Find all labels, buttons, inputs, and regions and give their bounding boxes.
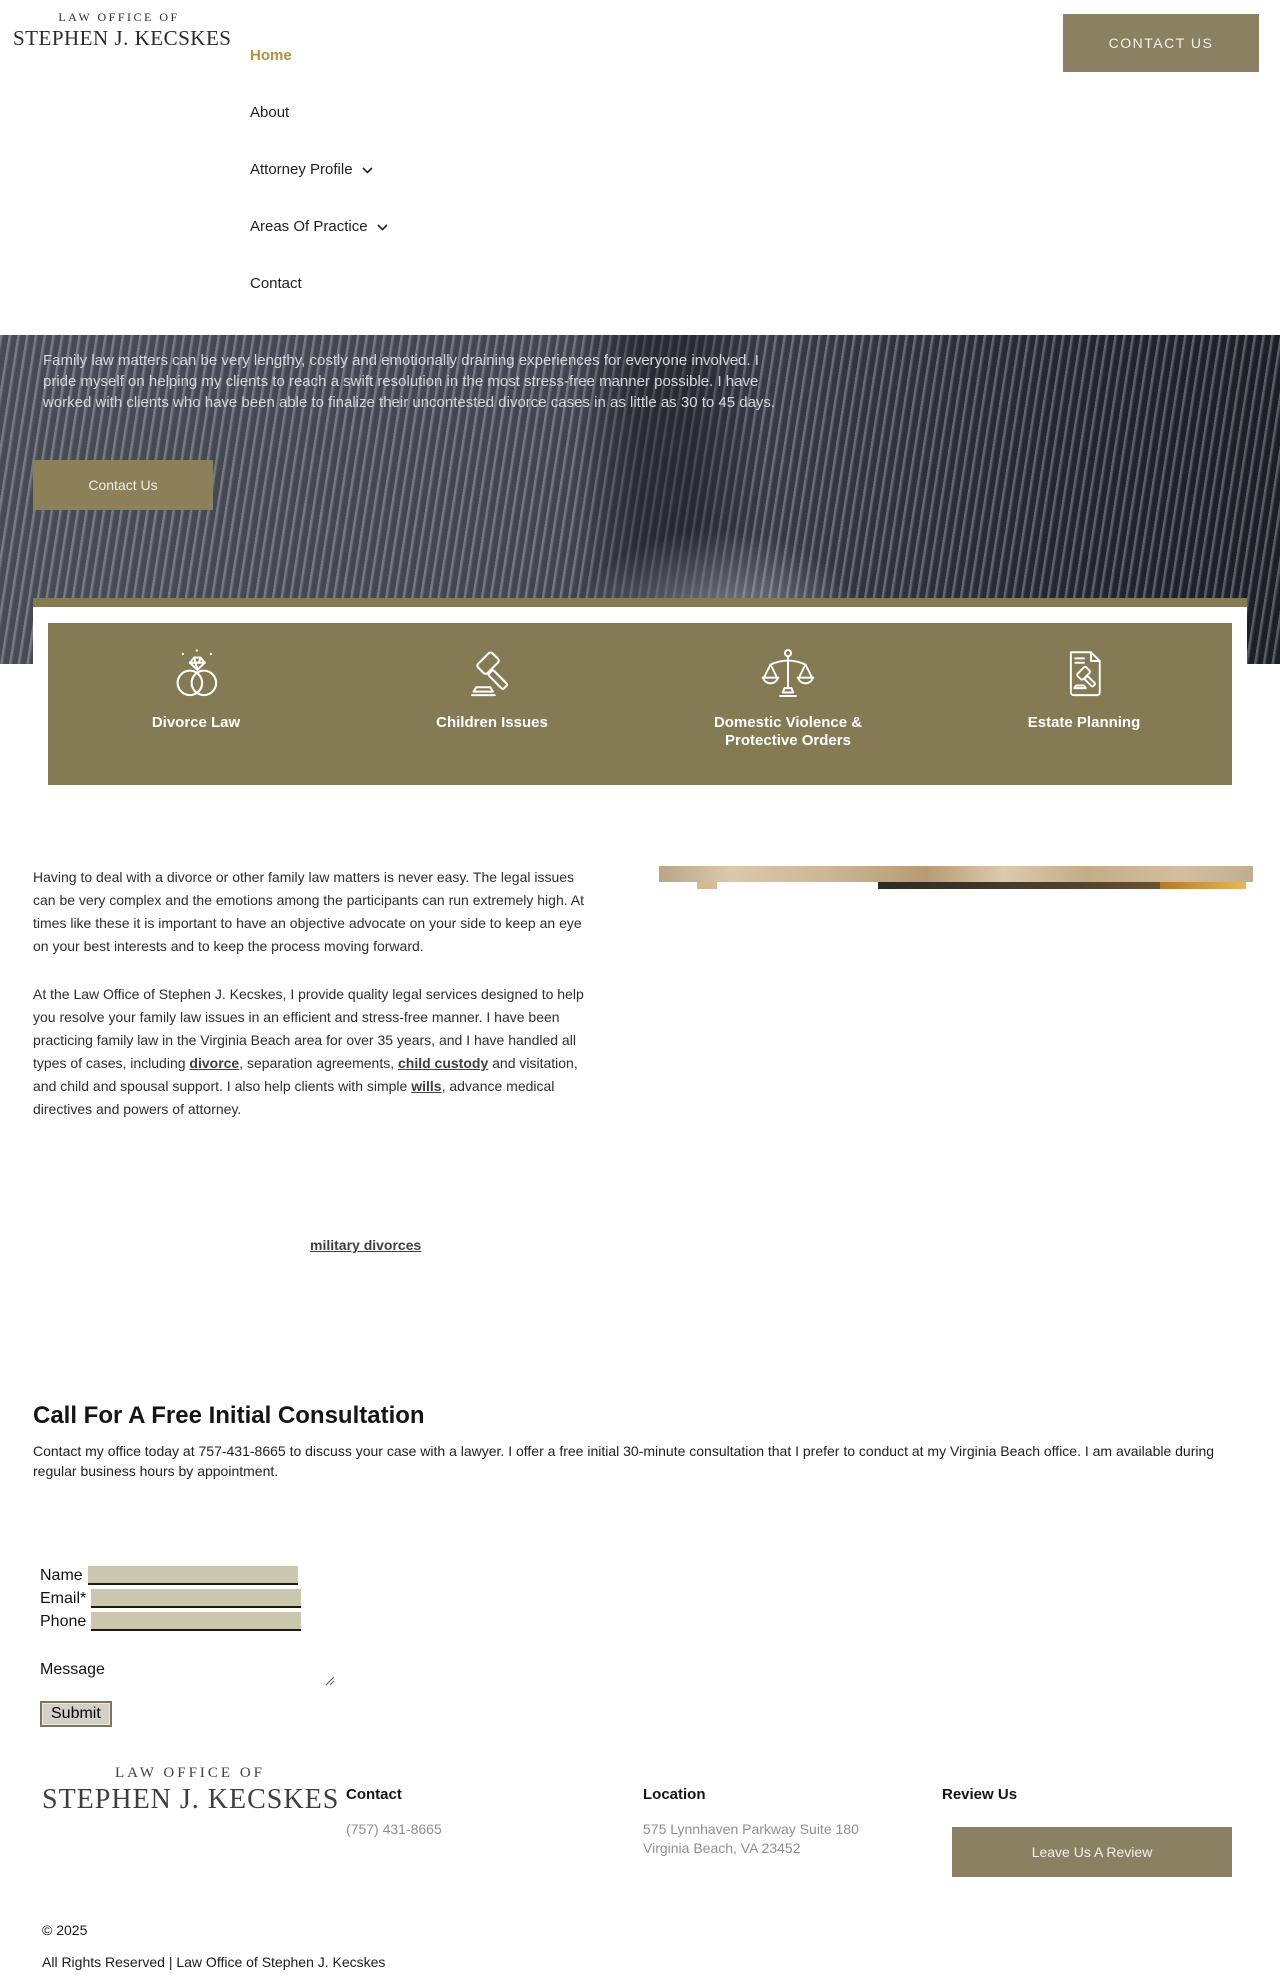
footer-contact-heading: Contact	[346, 1786, 402, 1803]
wedding-rings-icon	[48, 647, 344, 703]
practice-card-label: Divorce Law	[151, 714, 241, 731]
office-photo-partial	[659, 866, 1253, 889]
chevron-down-icon	[362, 161, 373, 178]
intro-text	[33, 866, 595, 1121]
scales-icon	[640, 647, 936, 703]
intro-p2-text: , separation agreements,	[239, 1055, 398, 1071]
footer-review-column	[942, 1786, 1232, 1877]
practice-areas-panel	[33, 598, 1247, 800]
rights-text: All Rights Reserved | Law Office of Stephen J. Kecskes	[42, 1954, 386, 1970]
practice-areas-band	[48, 623, 1232, 785]
leave-review-button[interactable]: Leave Us A Review	[952, 1827, 1232, 1877]
footer-logo-name: STEPHEN J. KECSKES	[42, 1784, 340, 1815]
message-textarea[interactable]	[113, 1661, 325, 1687]
nav-areas-label: Areas Of Practice	[250, 218, 368, 235]
email-row	[40, 1587, 460, 1610]
copyright-text: © 2025	[42, 1922, 88, 1938]
footer-contact-column	[346, 1786, 442, 1839]
nav-about-label: About	[250, 104, 290, 121]
message-row	[40, 1661, 460, 1691]
nav-home-label: Home	[250, 47, 292, 64]
military-divorces-link[interactable]: military divorces	[310, 1237, 422, 1253]
contact-form	[40, 1564, 460, 1727]
practice-card-domestic-violence	[640, 623, 936, 785]
intro-paragraph-2	[33, 983, 595, 1121]
contact-us-button[interactable]: CONTACT US	[1063, 14, 1259, 72]
footer-phone[interactable]: (757) 431-8665	[346, 1821, 442, 1837]
address-line-2: Virginia Beach, VA 23452	[643, 1840, 801, 1856]
nav-item-contact[interactable]	[250, 275, 302, 292]
divorce-link[interactable]: divorce	[189, 1055, 240, 1071]
hero-paragraph: Family law matters can be very lengthy, costly and emotionally draining experiences for everyone involved. I pride myself on helping my clients to reach a swift resolution in the most stress-free manner possible. I have worked with clients who have been able to finalize their uncontested divorce cases in as little as 30 to 45 days.	[43, 352, 776, 411]
estate-document-icon	[936, 647, 1232, 703]
footer-logo-top-line: LAW OFFICE OF	[114, 1765, 266, 1781]
practice-card-label: Children Issues	[436, 714, 548, 731]
consultation-heading: Call For A Free Initial Consultation	[33, 1402, 425, 1429]
wills-link[interactable]: wills	[411, 1078, 442, 1094]
practice-card-children-issues	[344, 623, 640, 785]
footer-address	[643, 1820, 859, 1858]
child-custody-link[interactable]: child custody	[398, 1055, 489, 1071]
gavel-icon	[344, 647, 640, 703]
logo-top-line: LAW OFFICE OF	[58, 10, 180, 24]
footer-location-column	[643, 1786, 859, 1858]
logo-name: STEPHEN J. KECSKES	[13, 26, 232, 50]
intro-p2-text: , advance medical directives and powers of attorney.	[33, 1078, 555, 1117]
email-label: Email*	[40, 1589, 87, 1607]
message-label: Message	[40, 1661, 105, 1678]
office-photo-strip-row	[659, 882, 1253, 889]
nav-item-areas-of-practice[interactable]	[250, 218, 388, 235]
consultation-paragraph: Contact my office today at 757-431-8665 to discuss your case with a lawyer. I offer a free initial 30-minute consultation that I prefer to conduct at my Virginia Beach office. I am available during regular business hours by appointment.	[33, 1443, 1215, 1479]
site-logo[interactable]	[13, 10, 232, 51]
intro-paragraph-1: Having to deal with a divorce or other family law matters is never easy. The legal issues can be very complex and the emotions among the participants can run extremely high. At times like these it is important to have an objective advocate on your side to keep an eye on your best interests and to keep the process moving forward.	[33, 869, 584, 954]
footer-review-heading: Review Us	[942, 1786, 1018, 1803]
nav-attorney-profile-label: Attorney Profile	[250, 161, 353, 178]
address-line-1: 575 Lynnhaven Parkway Suite 180	[643, 1821, 859, 1837]
practice-card-label: Domestic Violence & Protective Orders	[713, 714, 863, 749]
nav-item-home[interactable]	[250, 47, 292, 64]
name-input[interactable]	[88, 1566, 298, 1585]
nav-item-attorney-profile[interactable]	[250, 161, 373, 178]
nav-contact-label: Contact	[250, 275, 302, 292]
phone-row	[40, 1610, 460, 1633]
practice-card-divorce-law	[48, 623, 344, 785]
phone-label: Phone	[40, 1612, 87, 1630]
footer-location-heading: Location	[643, 1786, 706, 1803]
chevron-down-icon	[377, 218, 388, 235]
name-row	[40, 1564, 460, 1587]
intro-p2-text: and visitation, and child and spousal support. I also help clients with simple	[33, 1055, 578, 1094]
practice-card-label: Estate Planning	[1027, 714, 1141, 731]
nav-item-about[interactable]	[250, 104, 289, 121]
textarea-resize-handle-icon[interactable]	[325, 1673, 335, 1691]
name-label: Name	[40, 1566, 83, 1584]
email-input[interactable]	[91, 1589, 301, 1608]
hero-contact-us-button[interactable]: Contact Us	[33, 460, 213, 510]
intro-p2-text: At the Law Office of Stephen J. Kecskes, I provide quality legal services designed to help you resolve your family law issues in an efficient and stress-free manner. I have been practicing family law in the Virginia Beach area for over 35 years, and I have handled all types of cases, including	[33, 986, 584, 1071]
practice-card-estate-planning	[936, 623, 1232, 785]
office-photo-strip	[659, 866, 1253, 882]
phone-input[interactable]	[91, 1612, 301, 1631]
footer-logo	[42, 1765, 338, 1816]
submit-button[interactable]: Submit	[40, 1701, 112, 1727]
